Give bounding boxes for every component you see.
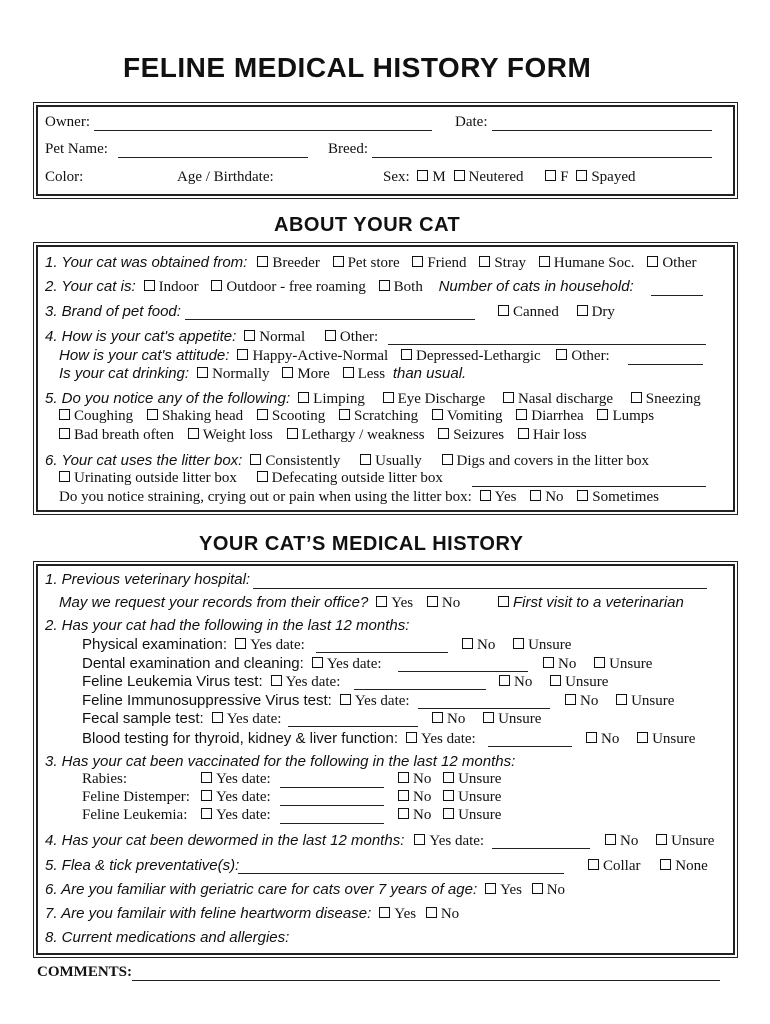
opt-no: No bbox=[477, 637, 496, 653]
fiv-date-field[interactable] bbox=[418, 708, 550, 709]
checkbox-appetite-other[interactable] bbox=[325, 330, 336, 341]
yes-date-label: Yes date: bbox=[216, 789, 271, 805]
checkbox-lethargy[interactable] bbox=[287, 428, 298, 439]
opt-unsure: Unsure bbox=[652, 731, 696, 747]
opt-bad-breath: Bad breath often bbox=[74, 427, 174, 443]
opt-drink-less: Less bbox=[357, 366, 386, 382]
opt-dewormed-unsure: Unsure bbox=[671, 833, 715, 849]
checkbox-sex-f[interactable] bbox=[545, 170, 556, 181]
m2-fecal-options bbox=[432, 711, 541, 728]
about-heading: ABOUT YOUR CAT bbox=[274, 214, 461, 236]
checkbox-shaking-head[interactable] bbox=[147, 409, 158, 420]
m3-felv-yes bbox=[201, 807, 271, 824]
sex-m-label: M bbox=[432, 169, 446, 185]
opt-no: No bbox=[514, 674, 533, 690]
food-type-options bbox=[498, 304, 615, 321]
checkbox-neutered[interactable] bbox=[454, 170, 465, 181]
felv-vacc-date-field[interactable] bbox=[280, 823, 384, 824]
checkbox-spayed[interactable] bbox=[576, 170, 587, 181]
checkbox-digs-covers[interactable] bbox=[442, 454, 453, 465]
opt-unsure: Unsure bbox=[458, 807, 502, 823]
checkbox-records-no[interactable] bbox=[427, 596, 438, 607]
checkbox-distemper-unsure[interactable] bbox=[443, 790, 454, 801]
m2-felv-options bbox=[499, 674, 608, 691]
checkbox-outdoor[interactable] bbox=[211, 280, 222, 291]
m2-row-fiv bbox=[82, 692, 410, 710]
spayed-label: Spayed bbox=[591, 169, 636, 185]
med-q1-request-row bbox=[59, 594, 684, 612]
owner-label: Owner: bbox=[45, 114, 90, 130]
m2-item-name: Feline Leukemia Virus test: bbox=[82, 673, 263, 690]
checkbox-straining-no[interactable] bbox=[530, 490, 541, 501]
checkbox-weight-loss[interactable] bbox=[188, 428, 199, 439]
age-label: Age / Birthdate: bbox=[177, 169, 274, 185]
dewormed-options bbox=[605, 833, 714, 850]
checkbox-hair-loss[interactable] bbox=[518, 428, 529, 439]
about-q4-label: 4. How is your cat's appetite: bbox=[45, 328, 237, 345]
m3-felv-options bbox=[398, 807, 501, 824]
med-q1-label: 1. Previous veterinary hospital: bbox=[45, 571, 251, 588]
m2-item-name: Dental examination and cleaning: bbox=[82, 655, 304, 672]
fecal-date-field[interactable] bbox=[288, 726, 418, 727]
checkbox-fecal-no[interactable] bbox=[432, 712, 443, 723]
m2-item-name: Feline Immunosuppressive Virus test: bbox=[82, 692, 332, 709]
m2-item-name: Blood testing for thyroid, kidney & liver function: bbox=[82, 730, 398, 747]
m3-distemper-name: Feline Distemper: bbox=[82, 789, 190, 805]
med-q3-label: 3. Has your cat been vaccinated for the following in the last 12 months: bbox=[45, 753, 516, 770]
opt-sneezing: Sneezing bbox=[645, 391, 701, 407]
pet-name-label: Pet Name: bbox=[45, 141, 108, 157]
opt-straining-sometimes: Sometimes bbox=[592, 489, 659, 505]
m3-felv-name: Feline Leukemia: bbox=[82, 807, 188, 823]
opt-no: No bbox=[580, 693, 599, 709]
opt-dry: Dry bbox=[591, 304, 615, 320]
checkbox-felv-yes[interactable] bbox=[271, 675, 282, 686]
checkbox-geriatric-no[interactable] bbox=[532, 883, 543, 894]
medical-heading: YOUR CAT’S MEDICAL HISTORY bbox=[199, 533, 524, 555]
opt-happy: Happy-Active-Normal bbox=[252, 348, 389, 364]
opt-straining-no: No bbox=[545, 489, 564, 505]
opt-both: Both bbox=[393, 279, 423, 295]
med-q4-label: 4. Has your cat been dewormed in the last 12 months: bbox=[45, 832, 405, 849]
about-q5-row3 bbox=[59, 427, 587, 444]
m3-distemper-options bbox=[398, 789, 501, 806]
previous-hospital-field[interactable] bbox=[253, 588, 707, 589]
opt-attitude-other: Other: bbox=[571, 348, 610, 364]
checkbox-rabies-yes[interactable] bbox=[201, 772, 212, 783]
checkbox-dewormed-unsure[interactable] bbox=[656, 834, 667, 845]
date-label: Date: bbox=[455, 114, 488, 130]
attitude-other-field[interactable] bbox=[628, 364, 703, 365]
opt-appetite-other: Other: bbox=[339, 329, 379, 345]
checkbox-blood-unsure[interactable] bbox=[637, 732, 648, 743]
opt-heartworm-yes: Yes bbox=[394, 906, 417, 922]
med-q6-label: 6. Are you familiar with geriatric care for cats over 7 years of age: bbox=[45, 881, 478, 898]
checkbox-seizures[interactable] bbox=[438, 428, 449, 439]
about-q5-label: 5. Do you notice any of the following: bbox=[45, 390, 291, 407]
opt-collar: Collar bbox=[603, 858, 641, 874]
checkbox-other-source[interactable] bbox=[647, 256, 658, 267]
opt-diarrhea: Diarrhea bbox=[531, 408, 584, 424]
checkbox-dental-unsure[interactable] bbox=[594, 657, 605, 668]
m3-rabies-yes bbox=[201, 771, 271, 788]
checkbox-felv-unsure[interactable] bbox=[550, 675, 561, 686]
checkbox-felv-vacc-no[interactable] bbox=[398, 808, 409, 819]
m2-fiv-options bbox=[565, 693, 674, 710]
opt-records-no: No bbox=[441, 595, 461, 611]
opt-geriatric-yes: Yes bbox=[500, 882, 522, 898]
opt-drink-normally: Normally bbox=[212, 366, 270, 382]
about-q6-label: 6. Your cat uses the litter box: bbox=[45, 452, 243, 469]
opt-no: No bbox=[447, 711, 466, 727]
checkbox-fiv-no[interactable] bbox=[565, 694, 576, 705]
m2-row-fecal bbox=[82, 710, 281, 728]
checkbox-distemper-yes[interactable] bbox=[201, 790, 212, 801]
opt-friend: Friend bbox=[427, 255, 467, 271]
opt-canned: Canned bbox=[513, 304, 559, 320]
checkbox-blood-no[interactable] bbox=[586, 732, 597, 743]
felv-date-field[interactable] bbox=[354, 689, 486, 690]
m2-row-blood bbox=[82, 730, 476, 748]
attitude-label: How is your cat's attitude: bbox=[59, 347, 230, 364]
opt-vomiting: Vomiting bbox=[446, 408, 503, 424]
checkbox-physical-no[interactable] bbox=[462, 638, 473, 649]
about-q4-drinking-row bbox=[59, 365, 466, 383]
m2-dental-options bbox=[543, 656, 652, 673]
litter-box-notes-field[interactable] bbox=[472, 486, 706, 487]
opt-eye-discharge: Eye Discharge bbox=[397, 391, 486, 407]
checkbox-heartworm-no[interactable] bbox=[426, 907, 437, 918]
checkbox-limping[interactable] bbox=[298, 392, 309, 403]
owner-field[interactable] bbox=[94, 130, 432, 131]
distemper-date-field[interactable] bbox=[280, 805, 384, 806]
opt-geriatric-no: No bbox=[546, 882, 566, 898]
opt-limping: Limping bbox=[313, 391, 365, 407]
checkbox-defecating-outside[interactable] bbox=[257, 471, 268, 482]
opt-humane-soc: Humane Soc. bbox=[553, 255, 635, 271]
opt-shaking-head: Shaking head bbox=[161, 408, 244, 424]
records-request-label: May we request your records from their office? bbox=[59, 594, 369, 611]
m2-item-name: Physical examination: bbox=[82, 636, 228, 653]
checkbox-usually[interactable] bbox=[360, 454, 371, 465]
checkbox-geriatric-yes[interactable] bbox=[485, 883, 496, 894]
about-q6-row2 bbox=[59, 470, 443, 487]
opt-unsure: Unsure bbox=[498, 711, 542, 727]
checkbox-appetite-normal[interactable] bbox=[244, 330, 255, 341]
med-q5-label: 5. Flea & tick preventative(s): bbox=[45, 857, 240, 874]
checkbox-stray[interactable] bbox=[479, 256, 490, 267]
neutered-label: Neutered bbox=[468, 169, 524, 185]
checkbox-dry[interactable] bbox=[577, 305, 588, 316]
checkbox-rabies-unsure[interactable] bbox=[443, 772, 454, 783]
checkbox-felv-vacc-yes[interactable] bbox=[201, 808, 212, 819]
opt-lumps: Lumps bbox=[612, 408, 655, 424]
opt-pet-store: Pet store bbox=[347, 255, 400, 271]
opt-unsure: Unsure bbox=[565, 674, 609, 690]
checkbox-urinating-outside[interactable] bbox=[59, 471, 70, 482]
checkbox-diarrhea[interactable] bbox=[516, 409, 527, 420]
checkbox-distemper-no[interactable] bbox=[398, 790, 409, 801]
sex-row bbox=[383, 169, 636, 186]
checkbox-scratching[interactable] bbox=[339, 409, 350, 420]
about-q6-row1 bbox=[45, 452, 649, 470]
dewormed-yes-label: Yes date: bbox=[429, 833, 485, 849]
checkbox-pet-store[interactable] bbox=[333, 256, 344, 267]
opt-straining-yes: Yes bbox=[494, 489, 517, 505]
checkbox-depressed[interactable] bbox=[401, 349, 412, 360]
checkbox-flea-none[interactable] bbox=[660, 859, 671, 870]
opt-weight-loss: Weight loss bbox=[202, 427, 273, 443]
checkbox-attitude-other[interactable] bbox=[556, 349, 567, 360]
about-q4-row bbox=[45, 328, 378, 346]
opt-consistently: Consistently bbox=[265, 453, 341, 469]
m2-physical-options bbox=[462, 637, 571, 654]
yes-date-label: Yes date: bbox=[326, 656, 382, 672]
opt-appetite-normal: Normal bbox=[259, 329, 306, 345]
opt-unsure: Unsure bbox=[631, 693, 675, 709]
med-q8-label: 8. Current medications and allergies: bbox=[45, 929, 290, 946]
checkbox-dewormed-yes[interactable] bbox=[414, 834, 425, 845]
blood-date-field[interactable] bbox=[488, 746, 572, 747]
flea-tick-field[interactable] bbox=[238, 873, 564, 874]
checkbox-straining-sometimes[interactable] bbox=[577, 490, 588, 501]
comments-label: COMMENTS: bbox=[37, 964, 132, 980]
sex-label: Sex: bbox=[383, 169, 410, 185]
opt-indoor: Indoor bbox=[158, 279, 199, 295]
m3-rabies-name: Rabies: bbox=[82, 771, 127, 787]
checkbox-records-yes[interactable] bbox=[376, 596, 387, 607]
checkbox-consistently[interactable] bbox=[250, 454, 261, 465]
about-q5-row1 bbox=[45, 390, 701, 408]
yes-date-label: Yes date: bbox=[250, 637, 305, 653]
checkbox-felv-vacc-unsure[interactable] bbox=[443, 808, 454, 819]
checkbox-bad-breath[interactable] bbox=[59, 428, 70, 439]
m2-row-felv bbox=[82, 673, 340, 691]
opt-depressed: Depressed-Lethargic bbox=[415, 348, 541, 364]
m2-item-name: Fecal sample test: bbox=[82, 710, 204, 727]
opt-unsure: Unsure bbox=[458, 789, 502, 805]
checkbox-indoor[interactable] bbox=[144, 280, 155, 291]
checkbox-dewormed-no[interactable] bbox=[605, 834, 616, 845]
rabies-date-field[interactable] bbox=[280, 787, 384, 788]
comments-field[interactable] bbox=[132, 980, 720, 981]
opt-scooting: Scooting bbox=[271, 408, 326, 424]
checkbox-first-visit[interactable] bbox=[498, 596, 509, 607]
opt-no: No bbox=[601, 731, 620, 747]
opt-no: No bbox=[558, 656, 577, 672]
checkbox-nasal-discharge[interactable] bbox=[503, 392, 514, 403]
opt-outdoor: Outdoor - free roaming bbox=[226, 279, 366, 295]
checkbox-fecal-unsure[interactable] bbox=[483, 712, 494, 723]
opt-unsure: Unsure bbox=[458, 771, 502, 787]
opt-other-source: Other bbox=[662, 255, 697, 271]
opt-drink-more: More bbox=[297, 366, 330, 382]
yes-date-label: Yes date: bbox=[421, 731, 476, 747]
opt-heartworm-no: No bbox=[440, 906, 460, 922]
yes-date-label: Yes date: bbox=[216, 807, 271, 823]
color-label: Color: bbox=[45, 169, 84, 185]
checkbox-fiv-yes[interactable] bbox=[340, 694, 351, 705]
checkbox-collar[interactable] bbox=[588, 859, 599, 870]
med-q6-row bbox=[45, 881, 565, 899]
checkbox-sex-m[interactable] bbox=[417, 170, 428, 181]
checkbox-drink-less[interactable] bbox=[343, 367, 354, 378]
opt-scratching: Scratching bbox=[354, 408, 419, 424]
checkbox-heartworm-yes[interactable] bbox=[379, 907, 390, 918]
opt-lethargy: Lethargy / weakness bbox=[301, 427, 425, 443]
about-q1-label: 1. Your cat was obtained from: bbox=[45, 254, 248, 271]
drinking-label: Is your cat drinking: bbox=[59, 365, 190, 382]
cat-count-label: Number of cats in household: bbox=[438, 278, 634, 295]
opt-defecating-outside: Defecating outside litter box bbox=[271, 470, 443, 486]
physical-date-field[interactable] bbox=[316, 652, 448, 653]
breed-label: Breed: bbox=[328, 141, 368, 157]
opt-digs-covers: Digs and covers in the litter box bbox=[456, 453, 649, 469]
about-q3-label: 3. Brand of pet food: bbox=[45, 303, 181, 320]
yes-date-label: Yes date: bbox=[285, 674, 341, 690]
flea-tick-options bbox=[588, 858, 708, 875]
checkbox-fecal-yes[interactable] bbox=[212, 712, 223, 723]
checkbox-dental-yes[interactable] bbox=[312, 657, 323, 668]
dewormed-date-field[interactable] bbox=[492, 848, 590, 849]
straining-label: Do you notice straining, crying out or pain when using the litter box: bbox=[59, 489, 472, 505]
drinking-suffix: than usual. bbox=[392, 365, 467, 382]
checkbox-drink-normally[interactable] bbox=[197, 367, 208, 378]
opt-seizures: Seizures bbox=[453, 427, 505, 443]
about-q5-row2 bbox=[59, 408, 654, 425]
checkbox-humane-soc[interactable] bbox=[539, 256, 550, 267]
m2-row-dental bbox=[82, 655, 382, 673]
med-q7-label: 7. Are you familair with feline heartworm disease: bbox=[45, 905, 372, 922]
checkbox-both[interactable] bbox=[379, 280, 390, 291]
med-q2-label: 2. Has your cat had the following in the last 12 months: bbox=[45, 617, 410, 634]
checkbox-canned[interactable] bbox=[498, 305, 509, 316]
checkbox-friend[interactable] bbox=[412, 256, 423, 267]
opt-first-visit: First visit to a veterinarian bbox=[512, 594, 684, 611]
checkbox-dental-no[interactable] bbox=[543, 657, 554, 668]
about-q4-attitude-row bbox=[59, 347, 610, 365]
m2-blood-options bbox=[586, 731, 695, 748]
checkbox-scooting[interactable] bbox=[257, 409, 268, 420]
date-field[interactable] bbox=[492, 130, 712, 131]
checkbox-blood-yes[interactable] bbox=[406, 732, 417, 743]
m3-distemper-yes bbox=[201, 789, 271, 806]
opt-stray: Stray bbox=[494, 255, 526, 271]
checkbox-rabies-no[interactable] bbox=[398, 772, 409, 783]
cat-count-field[interactable] bbox=[651, 295, 703, 296]
opt-no: No bbox=[413, 789, 432, 805]
about-q2-row bbox=[45, 278, 634, 296]
checkbox-eye-discharge[interactable] bbox=[383, 392, 394, 403]
yes-date-label: Yes date: bbox=[354, 693, 410, 709]
page-title: FELINE MEDICAL HISTORY FORM bbox=[123, 52, 592, 83]
opt-records-yes: Yes bbox=[391, 595, 414, 611]
checkbox-happy[interactable] bbox=[237, 349, 248, 360]
opt-flea-none: None bbox=[675, 858, 708, 874]
checkbox-lumps[interactable] bbox=[597, 409, 608, 420]
pet-food-field[interactable] bbox=[185, 319, 475, 320]
appetite-other-field[interactable] bbox=[388, 344, 706, 345]
breed-field[interactable] bbox=[372, 157, 712, 158]
opt-dewormed-no: No bbox=[620, 833, 639, 849]
yes-date-label: Yes date: bbox=[226, 711, 282, 727]
opt-unsure: Unsure bbox=[609, 656, 653, 672]
checkbox-felv-no[interactable] bbox=[499, 675, 510, 686]
checkbox-physical-yes[interactable] bbox=[235, 638, 246, 649]
checkbox-physical-unsure[interactable] bbox=[513, 638, 524, 649]
m2-row-physical bbox=[82, 636, 305, 654]
checkbox-fiv-unsure[interactable] bbox=[616, 694, 627, 705]
about-q6-row3 bbox=[59, 489, 659, 506]
opt-hair-loss: Hair loss bbox=[532, 427, 587, 443]
opt-urinating-outside: Urinating outside litter box bbox=[74, 470, 237, 486]
checkbox-breeder[interactable] bbox=[257, 256, 268, 267]
med-q7-row bbox=[45, 905, 459, 923]
checkbox-vomiting[interactable] bbox=[432, 409, 443, 420]
checkbox-drink-more[interactable] bbox=[282, 367, 293, 378]
opt-unsure: Unsure bbox=[528, 637, 572, 653]
opt-usually: Usually bbox=[375, 453, 422, 469]
sex-f-label: F bbox=[560, 169, 569, 185]
yes-date-label: Yes date: bbox=[216, 771, 271, 787]
opt-no: No bbox=[413, 771, 432, 787]
med-q4-row bbox=[45, 832, 484, 850]
about-q1-row bbox=[45, 254, 696, 272]
dental-date-field[interactable] bbox=[398, 671, 528, 672]
m3-rabies-options bbox=[398, 771, 501, 788]
opt-no: No bbox=[413, 807, 432, 823]
about-q2-label: 2. Your cat is: bbox=[45, 278, 136, 295]
pet-name-field[interactable] bbox=[118, 157, 308, 158]
opt-nasal-discharge: Nasal discharge bbox=[517, 391, 614, 407]
checkbox-sneezing[interactable] bbox=[631, 392, 642, 403]
checkbox-straining-yes[interactable] bbox=[480, 490, 491, 501]
checkbox-coughing[interactable] bbox=[59, 409, 70, 420]
opt-coughing: Coughing bbox=[74, 408, 134, 424]
opt-breeder: Breeder bbox=[272, 255, 320, 271]
